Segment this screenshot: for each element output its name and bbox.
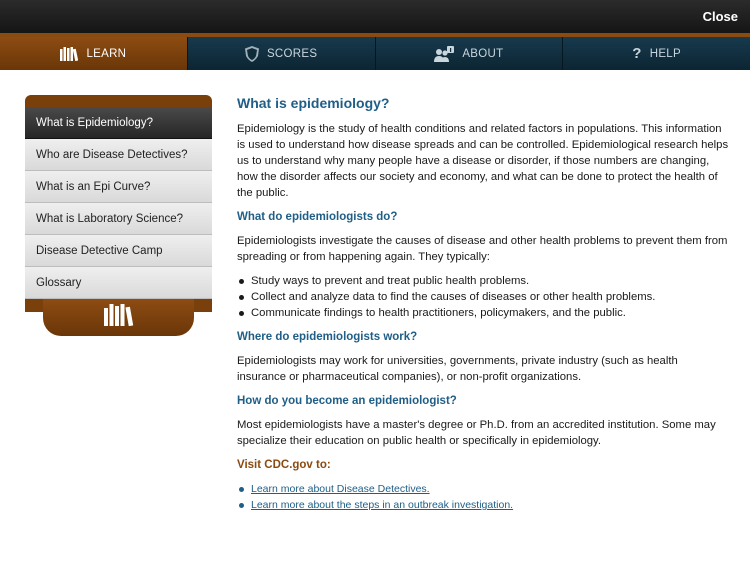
sidebar-item-laboratory-science[interactable]: What is Laboratory Science?	[25, 203, 212, 235]
duties-list	[237, 273, 729, 321]
list-item: Collect and analyze data to find the causes of diseases or other health problems.	[237, 289, 729, 305]
tab-bar	[0, 33, 750, 70]
section-text-how-become: Most epidemiologists have a master's degree or Ph.D. from an accredited institution. Some may specialize their education on public health or specifically in epidemiology.	[237, 419, 716, 447]
cdc-links-list	[237, 481, 729, 513]
top-bar	[0, 0, 750, 33]
list-item	[237, 481, 729, 497]
list-item: Study ways to prevent and treat public health problems.	[237, 273, 729, 289]
list-item: Communicate findings to health practitioners, policymakers, and the public.	[237, 305, 729, 321]
tab-scores-label: SCORES	[266, 47, 318, 60]
link-disease-detectives[interactable]: Learn more about Disease Detectives.	[251, 483, 430, 495]
sidebar-item-epi-curve[interactable]: What is an Epi Curve?	[25, 171, 212, 203]
section-text-what-do: Epidemiologists investigate the causes of disease and other health problems to prevent them from spreading or from happening again. They typically:	[237, 235, 728, 263]
shield-icon	[245, 46, 259, 62]
visit-cdc-heading: Visit CDC.gov to:	[237, 459, 331, 471]
section-heading-where-work: Where do epidemiologists work?	[237, 331, 418, 343]
sidebar-item-detective-camp[interactable]: Disease Detective Camp	[25, 235, 212, 267]
books-icon	[104, 304, 134, 331]
tab-help[interactable]	[562, 37, 750, 70]
tab-scores[interactable]	[187, 37, 375, 70]
tab-about-label: ABOUT	[462, 47, 504, 60]
question-icon: ?	[632, 45, 642, 62]
link-outbreak-investigation[interactable]: Learn more about the steps in an outbreak investigation.	[251, 499, 514, 511]
books-icon	[60, 47, 78, 61]
intro-paragraph: Epidemiology is the study of health conditions and related factors in populations. This information is used to understand how disease spreads and can be controlled. Epidemiological research helps us to understand why many people have a disease or disorder, if those numbers are changing, how the disorder affects our society and economy, and what can be done to protect the health of the public.	[237, 123, 729, 199]
tab-about[interactable]	[375, 37, 563, 70]
section-text-where-work: Epidemiologists may work for universities, governments, private industry (such as health insurance or pharmaceutical companies), or non-profit organizations.	[237, 355, 678, 383]
sidebar-item-glossary[interactable]: Glossary	[25, 267, 212, 299]
tab-help-label: HELP	[649, 47, 681, 60]
close-button[interactable]: Close	[702, 9, 738, 24]
section-heading-what-do: What do epidemiologists do?	[237, 211, 398, 223]
sidebar-item-what-is-epidemiology[interactable]: What is Epidemiology?	[25, 107, 212, 139]
list-item	[237, 497, 729, 513]
sidebar-footer	[25, 299, 212, 336]
section-heading-how-become: How do you become an epidemiologist?	[237, 395, 457, 407]
tab-learn[interactable]	[0, 37, 187, 70]
people-info-icon	[434, 46, 454, 62]
sidebar-header	[25, 95, 212, 107]
sidebar-item-disease-detectives[interactable]: Who are Disease Detectives?	[25, 139, 212, 171]
page-title: What is epidemiology?	[237, 95, 390, 111]
sidebar	[25, 95, 212, 336]
main-content	[237, 95, 729, 519]
tab-learn-label: LEARN	[86, 47, 127, 60]
